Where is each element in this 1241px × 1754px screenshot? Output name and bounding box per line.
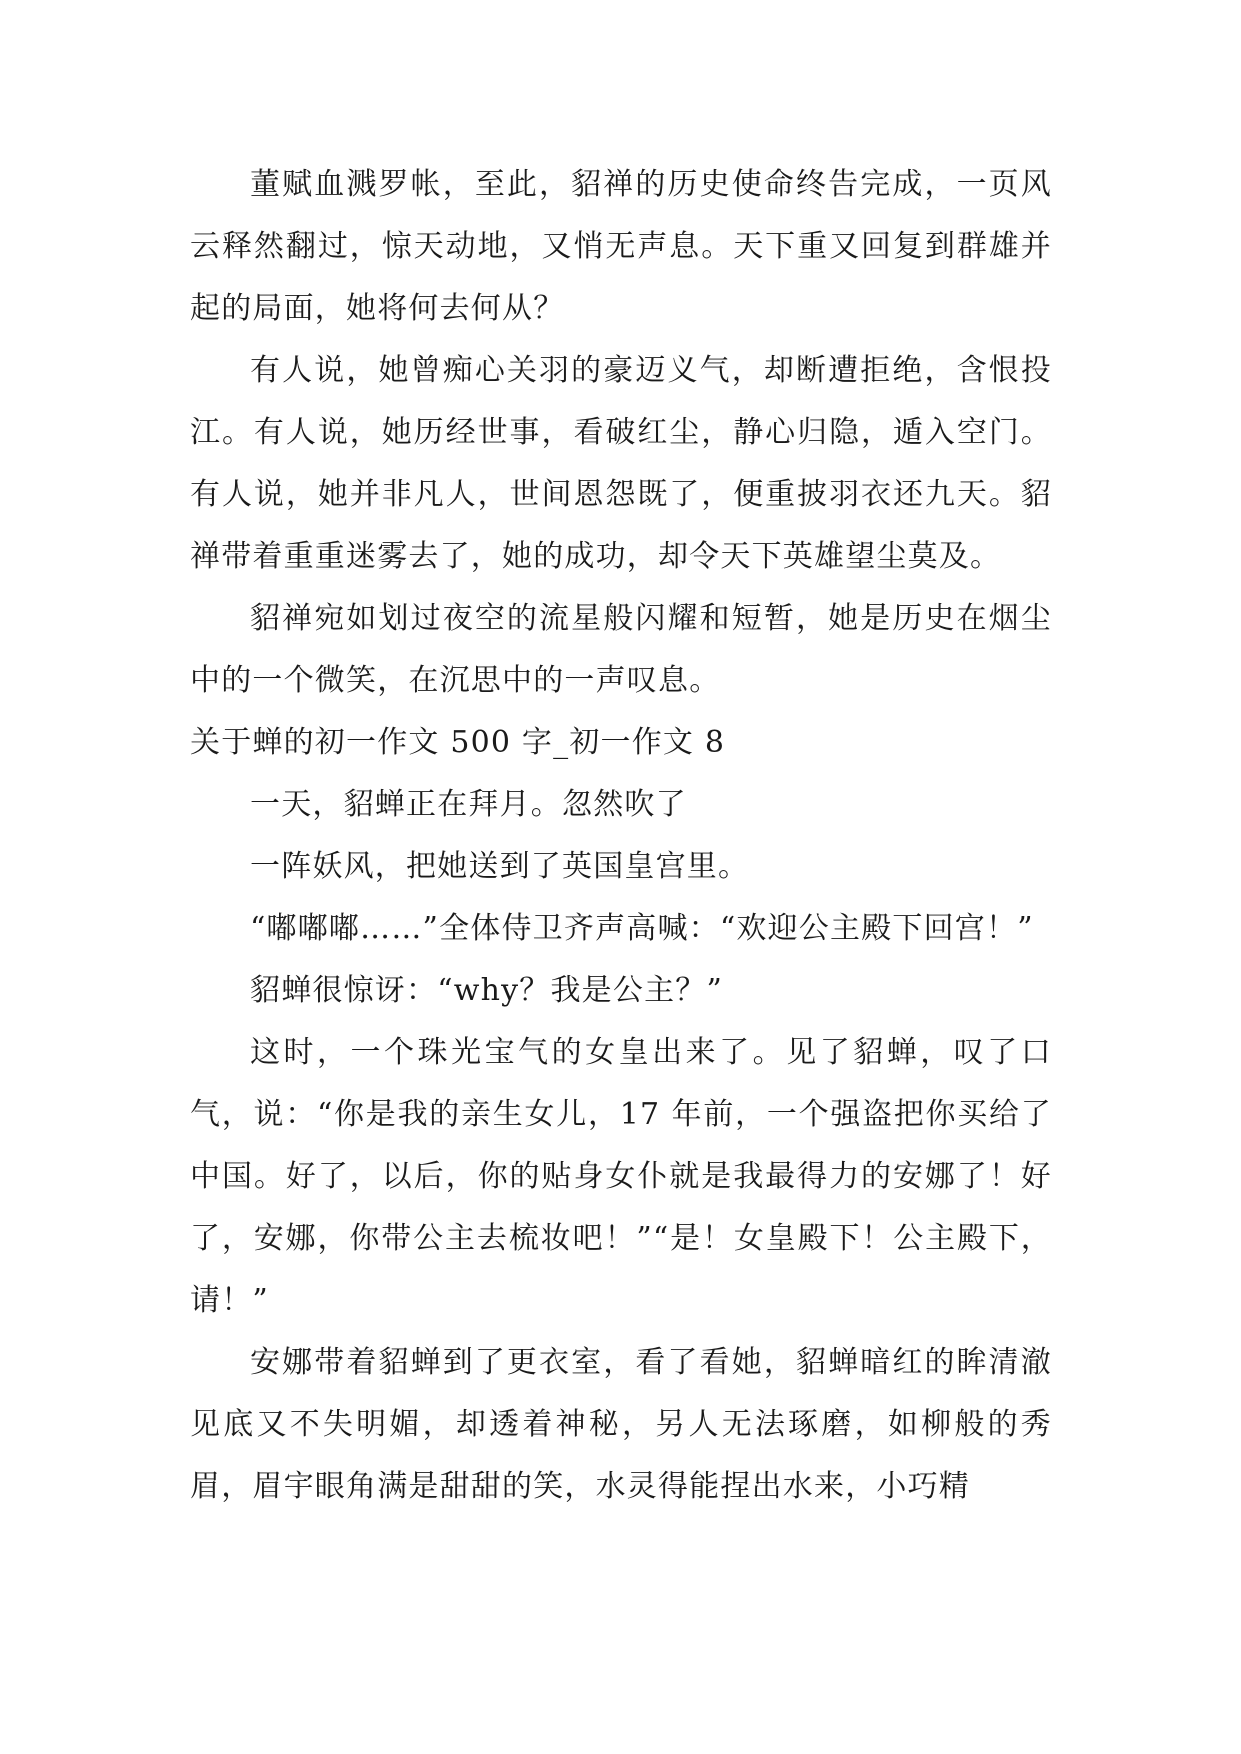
paragraph: 一天，貂蝉正在拜月。忽然吹了 (250, 787, 687, 822)
paragraph: 有人说，她曾痴心关羽的豪迈义气，却断遭拒绝，含恨投江。有人说，她历经世事，看破红尘，静心归隐，遁入空门。有人说，她并非凡人，世间恩怨既了，便重披羽衣还九天。貂禅带着重重迷雾去了，她的成功，却令天下英雄望尘莫及。 (190, 353, 1052, 574)
document-body (190, 154, 1052, 1518)
paragraph: 一阵妖风，把她送到了英国皇宫里。 (250, 849, 750, 884)
paragraph: 董赋血溅罗帐，至此，貂禅的历史使命终告完成，一页风云释然翻过，惊天动地，又悄无声息。天下重又回复到群雄并起的局面，她将何去何从？ (190, 167, 1052, 326)
paragraph: 貂禅宛如划过夜空的流星般闪耀和短暂，她是历史在烟尘中的一个微笑，在沉思中的一声叹息。 (190, 601, 1052, 698)
paragraph: 安娜带着貂蝉到了更衣室，看了看她，貂蝉暗红的眸清澈见底又不失明媚，却透着神秘，另人无法琢磨，如柳般的秀眉，眉宇眼角满是甜甜的笑，水灵得能捏出水来，小巧精 (190, 1345, 1052, 1504)
section-heading: 关于蝉的初一作文 500 字_初一作文 8 (190, 725, 726, 760)
paragraph: 貂蝉很惊讶：“why？我是公主？” (250, 973, 724, 1008)
paragraph: “嘟嘟嘟……”全体侍卫齐声高喊：“欢迎公主殿下回宫！” (250, 911, 1034, 946)
paragraph: 这时，一个珠光宝气的女皇出来了。见了貂蝉，叹了口气，说：“你是我的亲生女儿，17 年前，一个强盗把你买给了中国。好了，以后，你的贴身女仆就是我最得力的安娜了！好了，安娜，你带公主去梳妆吧！”“是！女皇殿下！公主殿下，请！” (190, 1035, 1052, 1318)
